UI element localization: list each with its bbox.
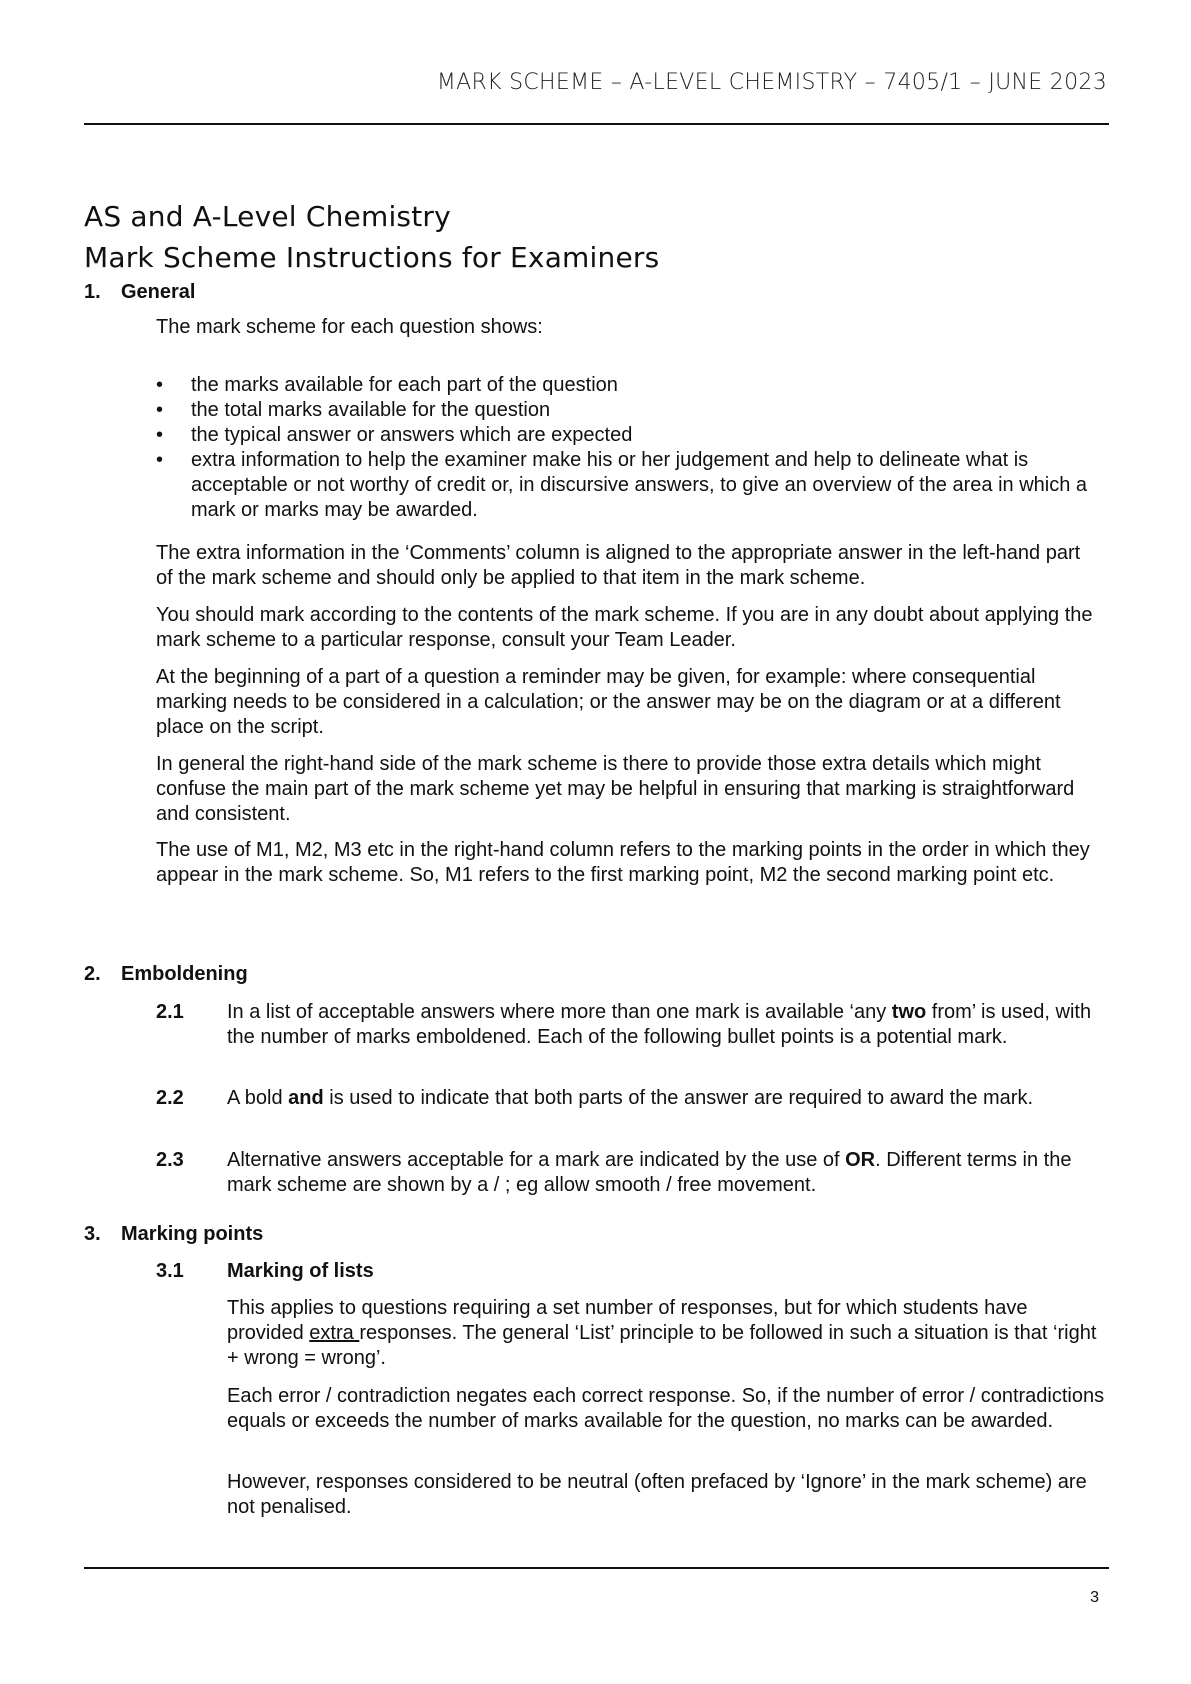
general-paragraph: You should mark according to the contents of the mark scheme. If you are in any doubt about applying the mark scheme to a particular response, consult your Team Leader. — [156, 604, 1093, 651]
section-number: 2. — [84, 963, 101, 985]
list-item — [156, 398, 1096, 423]
list-item — [156, 423, 1096, 448]
item-text-bold: two — [891, 1001, 927, 1023]
item-text-bold: OR — [845, 1149, 876, 1171]
item-number: 2.2 — [156, 1087, 184, 1109]
item-text-post: . Different terms in the mark scheme are shown by a / ; eg allow smooth / free movement. — [227, 1149, 1072, 1196]
general-paragraph: The use of M1, M2, M3 etc in the right-hand column refers to the marking points in the order in which they appear in the mark scheme. So, M1 refers to the first marking point, M2 the second marking point etc. — [156, 839, 1090, 886]
section-title: General — [121, 281, 196, 303]
item-text-post: from’ is used, with the number of marks emboldened. Each of the following bullet points is a potential mark. — [227, 1001, 1092, 1048]
general-bullet-list — [156, 373, 1096, 523]
paragraph-text-pre: This applies to questions requiring a set number of responses, but for which students have provided — [227, 1297, 1028, 1344]
general-paragraph: In general the right-hand side of the mark scheme is there to provide those extra details which might confuse the main part of the mark scheme yet may be helpful in ensuring that marking is straightforward and consistent. — [156, 753, 1075, 825]
section-title: Marking points — [121, 1223, 264, 1245]
header-rule — [84, 123, 1109, 125]
title-line-2: Mark Scheme Instructions for Examiners — [84, 241, 660, 274]
section-general-heading — [84, 280, 195, 305]
subsection-number: 3.1 — [156, 1260, 184, 1282]
marking-paragraph — [227, 1296, 1107, 1371]
general-intro: The mark scheme for each question shows: — [156, 316, 543, 338]
page-number: 3 — [1090, 1589, 1099, 1606]
running-header: MARK SCHEME – A-LEVEL CHEMISTRY – 7405/1 – JUNE 2023 — [436, 70, 1107, 95]
bullet-icon: • — [156, 399, 164, 421]
item-text-pre: In a list of acceptable answers where more than one mark is available ‘any — [227, 1001, 892, 1023]
item-number: 2.3 — [156, 1149, 184, 1171]
item-text — [227, 1000, 1107, 1050]
section-title: Emboldening — [121, 963, 248, 985]
item-text-bold: and — [288, 1087, 324, 1109]
marking-paragraph: However, responses considered to be neutral (often prefaced by ‘Ignore’ in the mark scheme) are not penalised. — [227, 1471, 1087, 1518]
item-text-post: is used to indicate that both parts of the answer are required to award the mark. — [323, 1087, 1034, 1109]
list-item-text: extra information to help the examiner make his or her judgement and help to delineate what is acceptable or not worthy of credit or, in discursive answers, to give an overview of the area in which a mark or marks may be awarded. — [191, 449, 1088, 521]
general-paragraph: At the beginning of a part of a question a reminder may be given, for example: where consequential marking needs to be considered in a calculation; or the answer may be on the diagram or at a different place on the script. — [156, 666, 1061, 738]
section-emboldening-heading — [84, 962, 248, 987]
item-text-pre: A bold — [227, 1087, 289, 1109]
item-text — [227, 1148, 1107, 1198]
bullet-icon: • — [156, 449, 164, 471]
general-paragraph: The extra information in the ‘Comments’ column is aligned to the appropriate answer in the left-hand part of the mark scheme and should only be applied to that item in the mark scheme. — [156, 542, 1081, 589]
bullet-icon: • — [156, 424, 164, 446]
list-item — [156, 448, 1096, 523]
title-line-1: AS and A-Level Chemistry — [84, 200, 451, 233]
list-item-text: the marks available for each part of the question — [191, 374, 618, 396]
marking-paragraph: Each error / contradiction negates each correct response. So, if the number of error / contradictions equals or exceeds the number of marks available for the question, no marks can be awarded. — [227, 1385, 1105, 1432]
paragraph-text-underlined: extra — [309, 1322, 360, 1344]
paragraph-text-post: responses. The general ‘List’ principle to be followed in such a situation is that ‘right + wrong = wrong’. — [227, 1322, 1097, 1369]
section-marking-points-heading — [84, 1222, 263, 1247]
list-item-text: the total marks available for the question — [191, 399, 551, 421]
list-item — [156, 373, 1096, 398]
item-text — [227, 1086, 1107, 1111]
footer-rule — [84, 1567, 1109, 1569]
item-text-pre: Alternative answers acceptable for a mark are indicated by the use of — [227, 1149, 846, 1171]
document-title — [84, 196, 659, 278]
section-number: 3. — [84, 1223, 101, 1245]
section-number: 1. — [84, 281, 101, 303]
item-number: 2.1 — [156, 1001, 184, 1023]
list-item-text: the typical answer or answers which are expected — [191, 424, 633, 446]
bullet-icon: • — [156, 374, 164, 396]
subsection-title: Marking of lists — [227, 1260, 374, 1282]
